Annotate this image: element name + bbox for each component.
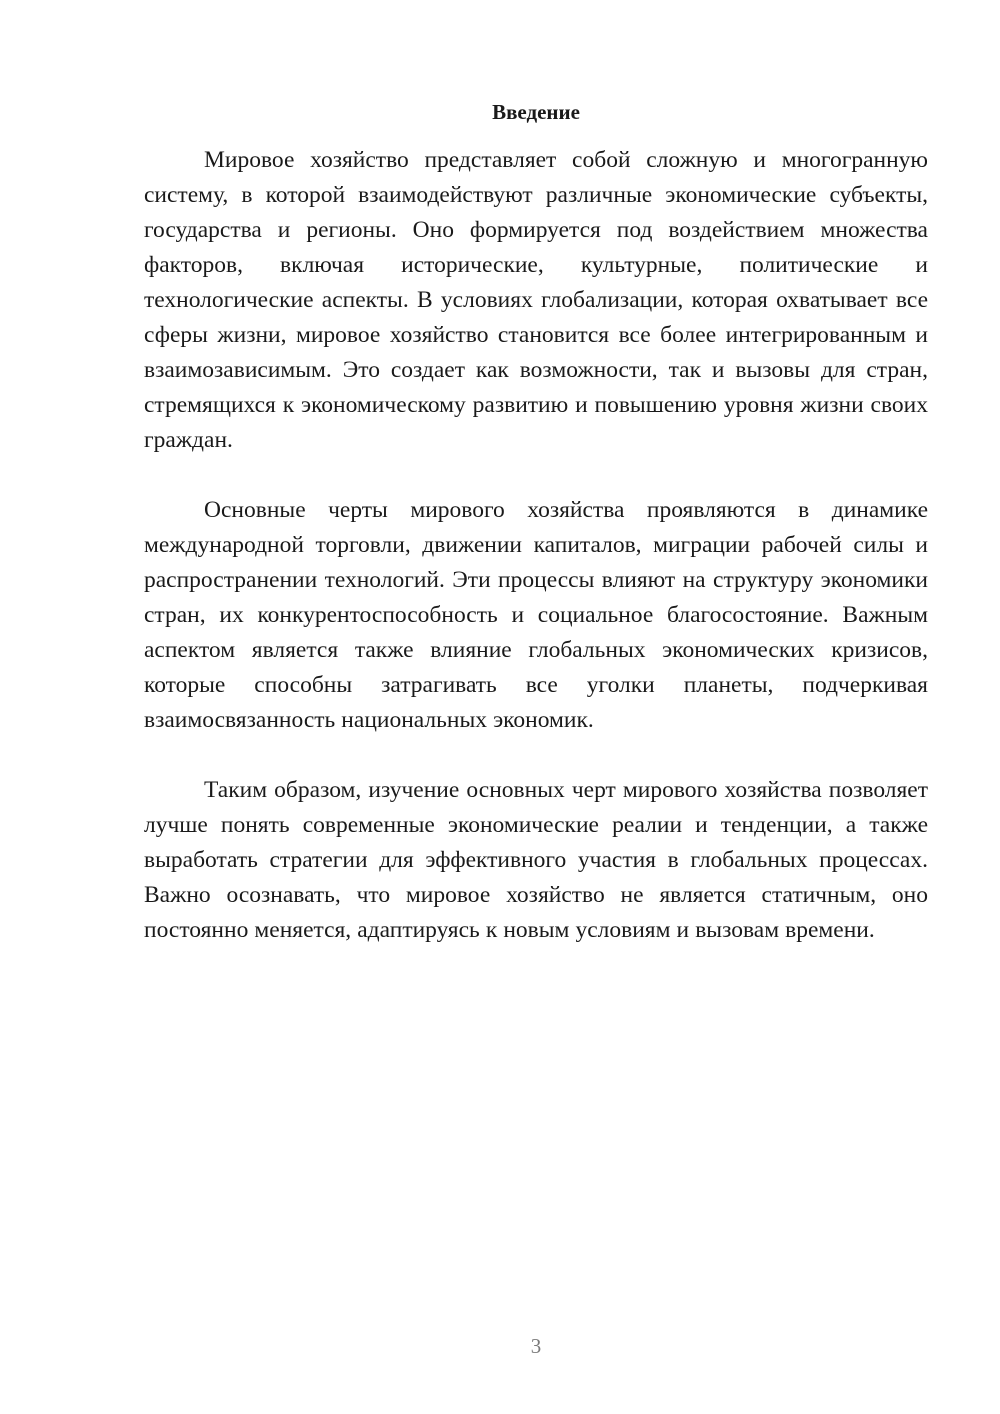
body-text (144, 143, 928, 948)
page-number: 3 (530, 1334, 542, 1358)
section-title: Введение (492, 100, 580, 124)
paragraph-1: Мировое хозяйство представляет собой сложную и многогранную систему, в которой взаимодействуют различные экономические субъекты, государства и регионы. Оно формируется под воздействием множества факторов, включая исторические, культурные, политические и технологические аспекты. В условиях глобализации, которая охватывает все сферы жизни, мировое хозяйство становится все более интегрированным и взаимозависимым. Это создает как возможности, так и вызовы для стран, стремящихся к экономическому развитию и повышению уровня жизни своих граждан. (144, 147, 928, 453)
paragraph-2: Основные черты мирового хозяйства проявляются в динамике международной торговли, движении капиталов, миграции рабочей силы и распространении технологий. Эти процессы влияют на структуру экономики стран, их конкурентоспособность и социальное благосостояние. Важным аспектом является также влияние глобальных экономических кризисов, которые способны затрагивать все уголки планеты, подчеркивая взаимосвязанность национальных экономик. (144, 497, 928, 733)
paragraph-3: Таким образом, изучение основных черт мирового хозяйства позволяет лучше понять современные экономические реалии и тенденции, а также выработать стратегии для эффективного участия в глобальных процессах. Важно осознавать, что мировое хозяйство не является статичным, оно постоянно меняется, адаптируясь к новым условиям и вызовам времени. (144, 777, 928, 943)
